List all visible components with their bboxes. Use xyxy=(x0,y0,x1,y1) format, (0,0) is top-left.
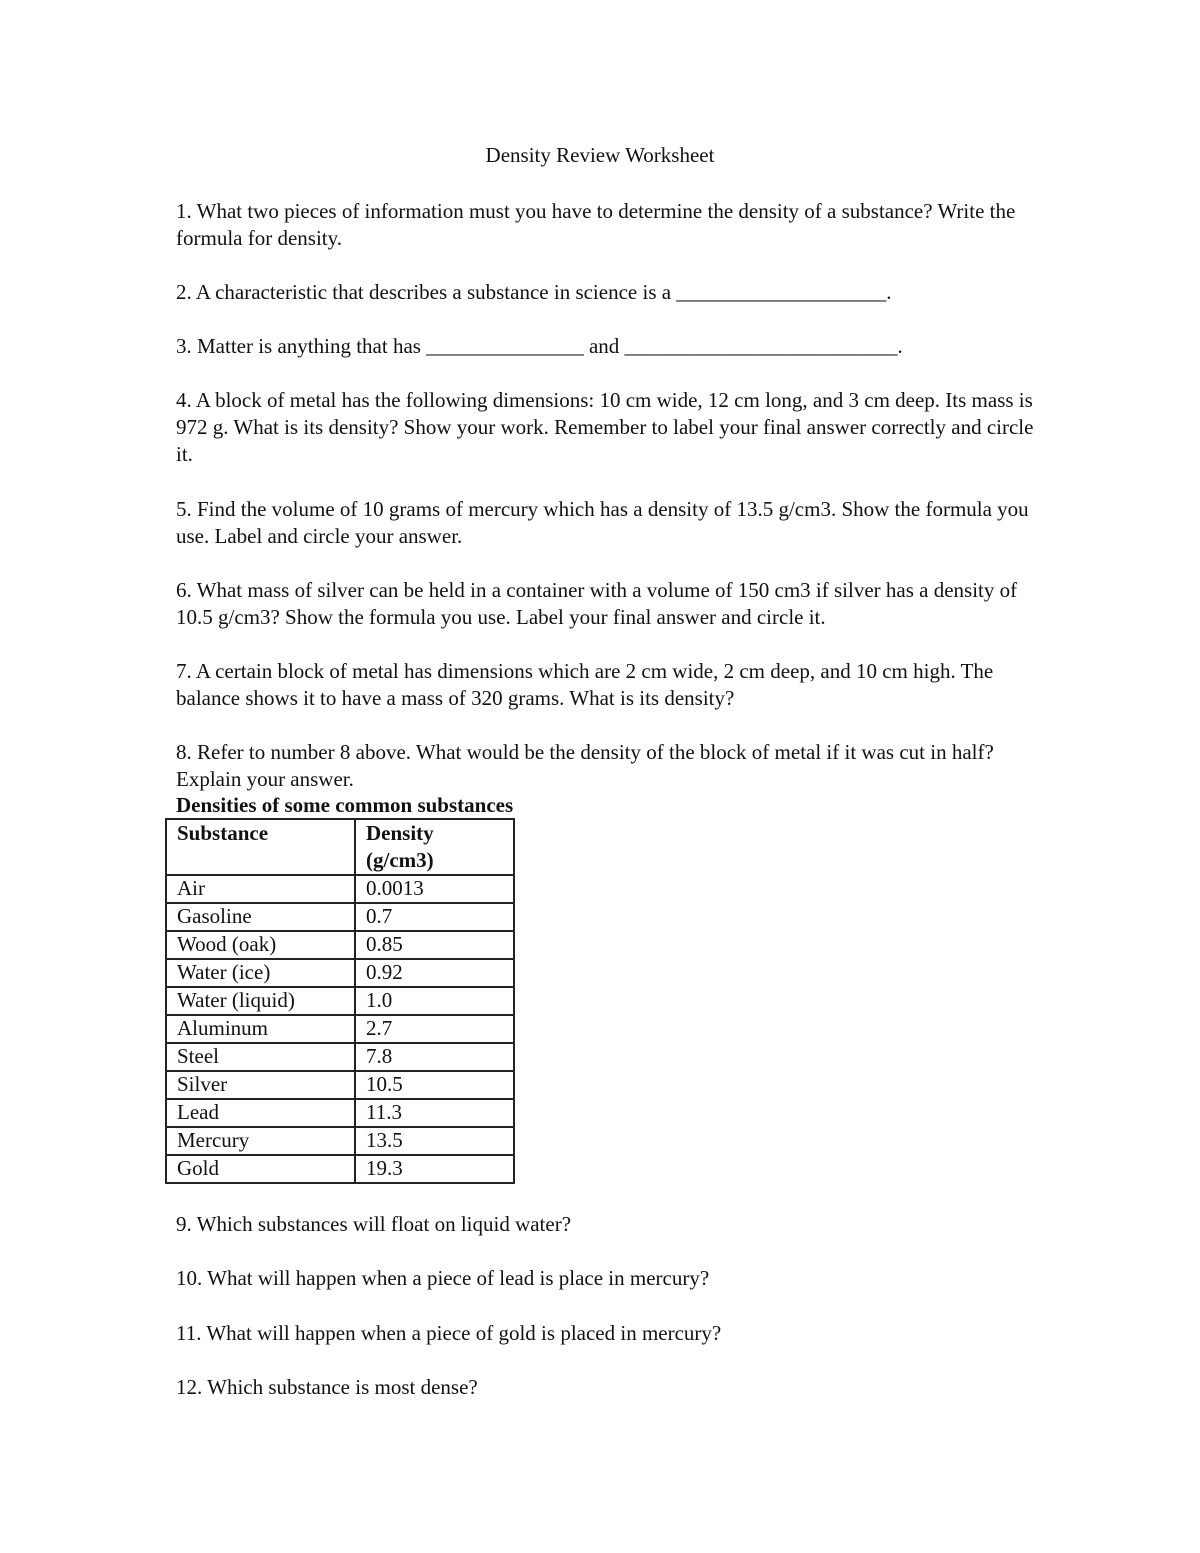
density-cell: 0.92 xyxy=(355,959,514,987)
table-row xyxy=(166,1043,514,1071)
density-cell: 10.5 xyxy=(355,1071,514,1099)
density-cell: 11.3 xyxy=(355,1099,514,1127)
density-cell: 13.5 xyxy=(355,1127,514,1155)
question-8: 8. Refer to number 8 above. What would be the density of the block of metal if it was cut in half? Explain your answer. xyxy=(176,740,994,791)
table-row xyxy=(166,1127,514,1155)
density-cell: 0.85 xyxy=(355,931,514,959)
table-caption: Densities of some common substances xyxy=(176,793,514,817)
question-6: 6. What mass of silver can be held in a container with a volume of 150 cm3 if silver has a density of 10.5 g/cm3? Show the formula you use. Label your final answer and circle it. xyxy=(176,578,1018,629)
table-header-row xyxy=(166,819,514,875)
density-table xyxy=(165,818,515,1184)
table-row xyxy=(166,1071,514,1099)
table-row xyxy=(166,959,514,987)
density-cell: 1.0 xyxy=(355,987,514,1015)
substance-cell: Gold xyxy=(166,1155,355,1183)
density-cell: 0.7 xyxy=(355,903,514,931)
question-7: 7. A certain block of metal has dimensions which are 2 cm wide, 2 cm deep, and 10 cm high. The balance shows it to have a mass of 320 grams. What is its density? xyxy=(176,659,994,710)
table-row xyxy=(166,1099,514,1127)
table-row xyxy=(166,1155,514,1183)
substance-cell: Aluminum xyxy=(166,1015,355,1043)
question-9: 9. Which substances will float on liquid water? xyxy=(176,1212,572,1236)
question-10: 10. What will happen when a piece of lead is place in mercury? xyxy=(176,1266,710,1290)
table-row xyxy=(166,931,514,959)
substance-cell: Wood (oak) xyxy=(166,931,355,959)
question-11: 11. What will happen when a piece of gold is placed in mercury? xyxy=(176,1321,722,1345)
table-row xyxy=(166,987,514,1015)
question-12: 12. Which substance is most dense? xyxy=(176,1375,478,1399)
substance-cell: Water (liquid) xyxy=(166,987,355,1015)
density-cell: 7.8 xyxy=(355,1043,514,1071)
substance-cell: Mercury xyxy=(166,1127,355,1155)
substance-cell: Steel xyxy=(166,1043,355,1071)
table-row xyxy=(166,1015,514,1043)
header-substance: Substance xyxy=(166,819,355,875)
substance-cell: Water (ice) xyxy=(166,959,355,987)
substance-cell: Gasoline xyxy=(166,903,355,931)
substance-cell: Air xyxy=(166,875,355,903)
density-cell: 19.3 xyxy=(355,1155,514,1183)
question-5: 5. Find the volume of 10 grams of mercury which has a density of 13.5 g/cm3. Show the formula you use. Label and circle your answer. xyxy=(176,497,1029,548)
table-row xyxy=(166,875,514,903)
table-row xyxy=(166,903,514,931)
question-4: 4. A block of metal has the following dimensions: 10 cm wide, 12 cm long, and 3 cm deep. Its mass is 972 g. What is its density? Show your work. Remember to label your final answer correctly and circle it. xyxy=(176,388,1034,466)
page-title: Density Review Worksheet xyxy=(485,143,715,167)
substance-cell: Silver xyxy=(166,1071,355,1099)
question-2: 2. A characteristic that describes a substance in science is a ____________________. xyxy=(176,280,892,304)
density-cell: 0.0013 xyxy=(355,875,514,903)
question-3: 3. Matter is anything that has _______________ and __________________________. xyxy=(176,334,903,358)
density-cell: 2.7 xyxy=(355,1015,514,1043)
question-1: 1. What two pieces of information must you have to determine the density of a substance? Write the formula for density. xyxy=(176,199,1016,250)
substance-cell: Lead xyxy=(166,1099,355,1127)
header-density: Density (g/cm3) xyxy=(355,819,514,875)
